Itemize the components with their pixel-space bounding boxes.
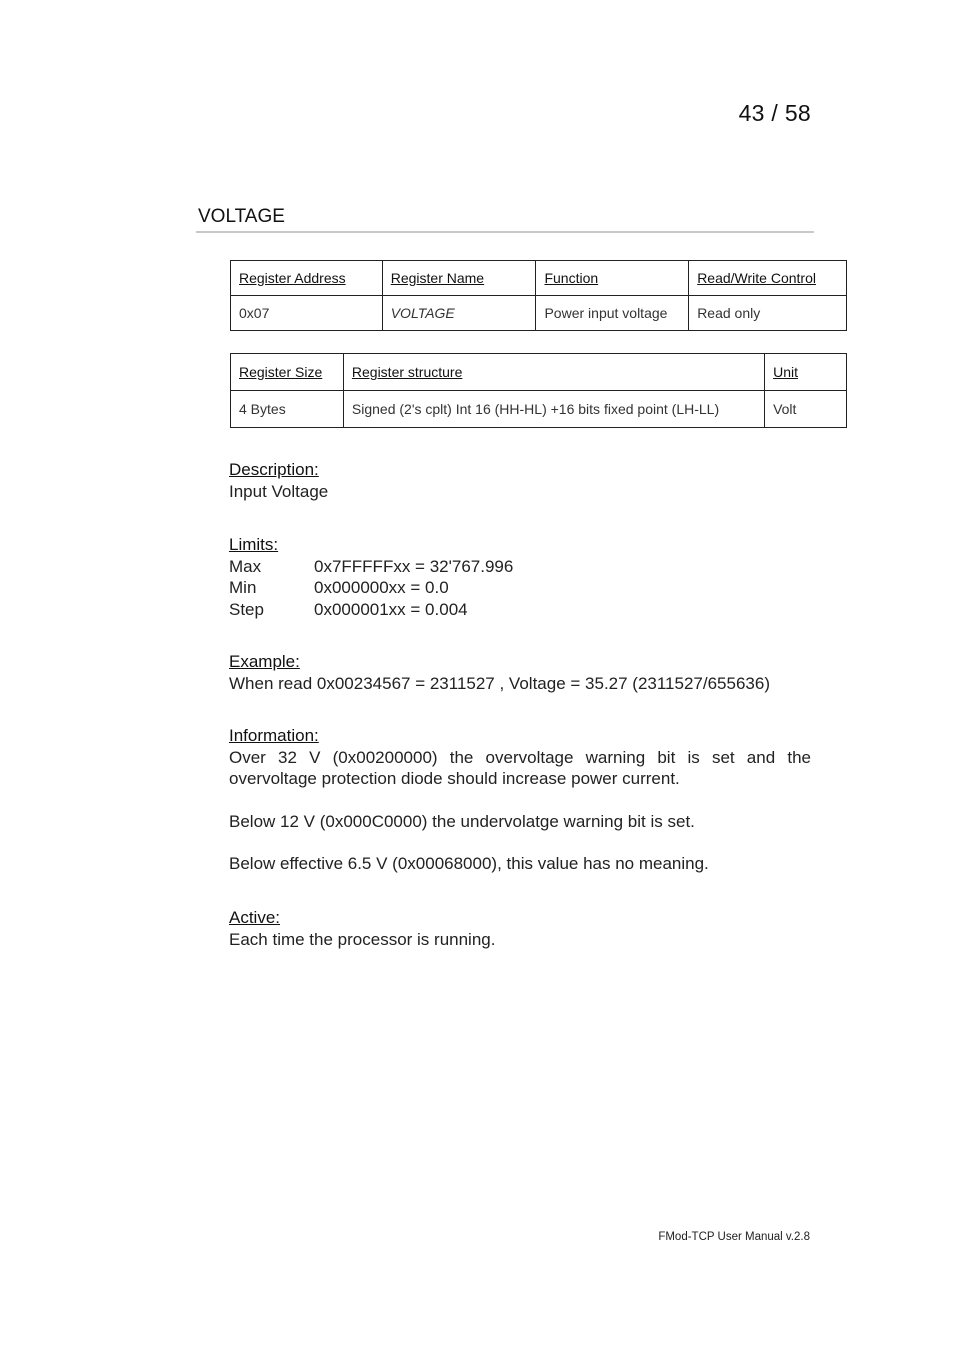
information-heading: Information: <box>229 726 319 745</box>
header-unit: Unit <box>765 354 847 391</box>
section-title: VOLTAGE <box>196 206 814 233</box>
cell-read-write-control: Read only <box>689 296 847 331</box>
cell-function: Power input voltage <box>536 296 689 331</box>
header-function: Function <box>536 261 689 296</box>
footer-text: FMod-TCP User Manual v.2.8 <box>658 1231 810 1243</box>
header-register-name: Register Name <box>382 261 536 296</box>
header-read-write-control: Read/Write Control <box>689 261 847 296</box>
limit-value: 0x7FFFFFxx = 32'767.996 <box>314 556 514 576</box>
information-paragraph: Below effective 6.5 V (0x00068000), this value has no meaning. <box>229 854 709 873</box>
limit-row-min <box>229 577 811 599</box>
table-header-row <box>231 261 847 296</box>
example-section <box>229 651 811 694</box>
limits-section <box>229 534 811 620</box>
description-section <box>229 459 811 502</box>
example-heading: Example: <box>229 652 300 671</box>
limit-label: Min <box>229 578 257 597</box>
page-number: 43 / 58 <box>738 100 811 126</box>
table-row <box>231 391 847 428</box>
limit-label: Max <box>229 556 262 576</box>
cell-register-address: 0x07 <box>231 296 383 331</box>
cell-register-size: 4 Bytes <box>231 391 344 428</box>
description-text: Input Voltage <box>229 481 329 501</box>
information-paragraph: Over 32 V (0x00200000) the overvoltage warning bit is set and the overvoltage protection diode should increase power current. <box>229 747 811 788</box>
active-section <box>229 907 811 950</box>
description-heading: Description: <box>229 460 319 479</box>
table-row <box>231 296 847 331</box>
header-register-size: Register Size <box>231 354 344 391</box>
limits-heading: Limits: <box>229 535 279 554</box>
limit-value: 0x000001xx = 0.004 <box>314 599 468 619</box>
limit-value: 0x000000xx = 0.0 <box>314 578 449 597</box>
register-info-table <box>230 260 847 331</box>
active-heading: Active: <box>229 908 281 927</box>
limit-row-max <box>229 556 811 578</box>
table-header-row <box>231 354 847 391</box>
header-register-address: Register Address <box>231 261 383 296</box>
information-paragraph: Below 12 V (0x000C0000) the undervolatge warning bit is set. <box>229 811 695 831</box>
cell-register-structure: Signed (2's cplt) Int 16 (HH-HL) +16 bits fixed point (LH-LL) <box>343 391 764 428</box>
register-structure-table <box>230 353 847 428</box>
information-section <box>229 725 811 875</box>
limit-label: Step <box>229 599 264 619</box>
cell-register-name: VOLTAGE <box>382 296 536 331</box>
header-register-structure: Register structure <box>343 354 764 391</box>
active-text: Each time the processor is running. <box>229 929 496 949</box>
example-text: When read 0x00234567 = 2311527 , Voltage = 35.27 (2311527/655636) <box>229 673 770 693</box>
cell-unit: Volt <box>765 391 847 428</box>
limit-row-step <box>229 599 811 621</box>
